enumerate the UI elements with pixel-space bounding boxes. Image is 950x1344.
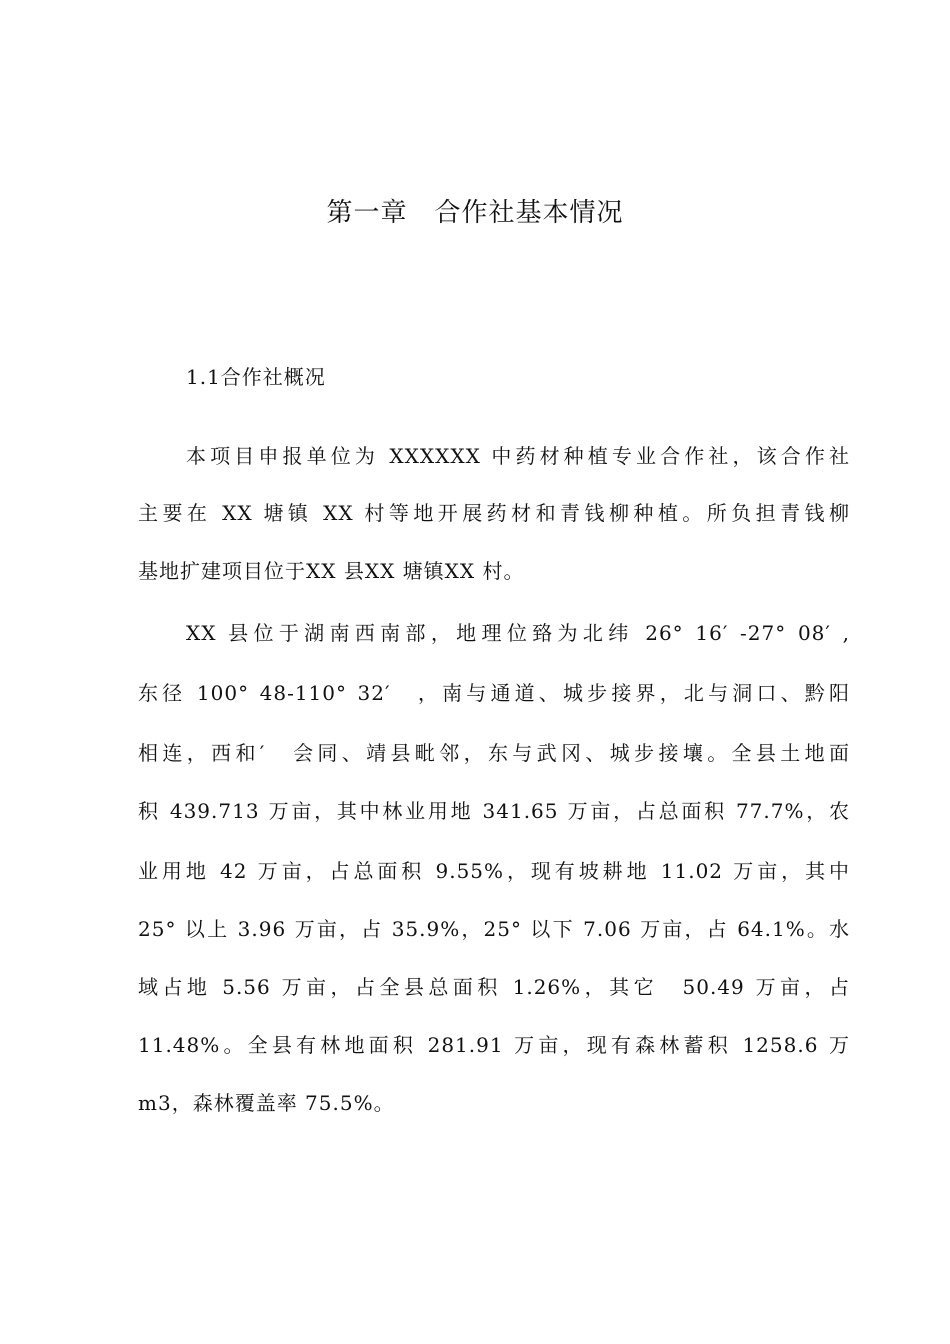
paragraph-2-line-1: XX 县位于湖南西南部，地理位臵为北纬 26° 16′ -27° 08′ , [186,621,850,645]
paragraph-2-line-7: 域占地 5.56 万亩，占全县总面积 1.26%，其它 50.49 万亩，占 [138,975,850,999]
paragraph-2-line-8: 11.48%。全县有林地面积 281.91 万亩，现有森林蓄积 1258.6 万 [138,1033,850,1057]
paragraph-1-line-3: 基地扩建项目位于XX 县XX 塘镇XX 村。 [138,559,525,583]
paragraph-1-line-1: 本项目申报单位为 XXXXXX 中药材种植专业合作社，该合作社 [186,444,850,468]
section-heading: 1.1合作社概况 [186,365,326,389]
paragraph-2-line-2: 东径 100° 48-110° 32′ ，南与通道、城步接界，北与洞口、黔阳 [138,681,850,705]
chapter-title: 第一章 合作社基本情况 [326,198,624,228]
paragraph-2-line-4: 积 439.713 万亩，其中林业用地 341.65 万亩，占总面积 77.7%，农 [138,799,850,823]
paragraph-2-line-5: 业用地 42 万亩，占总面积 9.55%，现有坡耕地 11.02 万亩，其中 [138,859,850,883]
paragraph-1-line-2: 主要在 XX 塘镇 XX 村等地开展药材和青钱柳种植。所负担青钱柳 [138,501,850,525]
paragraph-2-line-9: m3，森林覆盖率 75.5%。 [138,1091,395,1115]
paragraph-2-line-6: 25° 以上 3.96 万亩，占 35.9%，25° 以下 7.06 万亩，占 64.1%。水 [138,917,850,941]
paragraph-2-line-3: 相连，西和′ 会同、靖县毗邻，东与武冈、城步接壤。全县土地面 [138,741,850,765]
